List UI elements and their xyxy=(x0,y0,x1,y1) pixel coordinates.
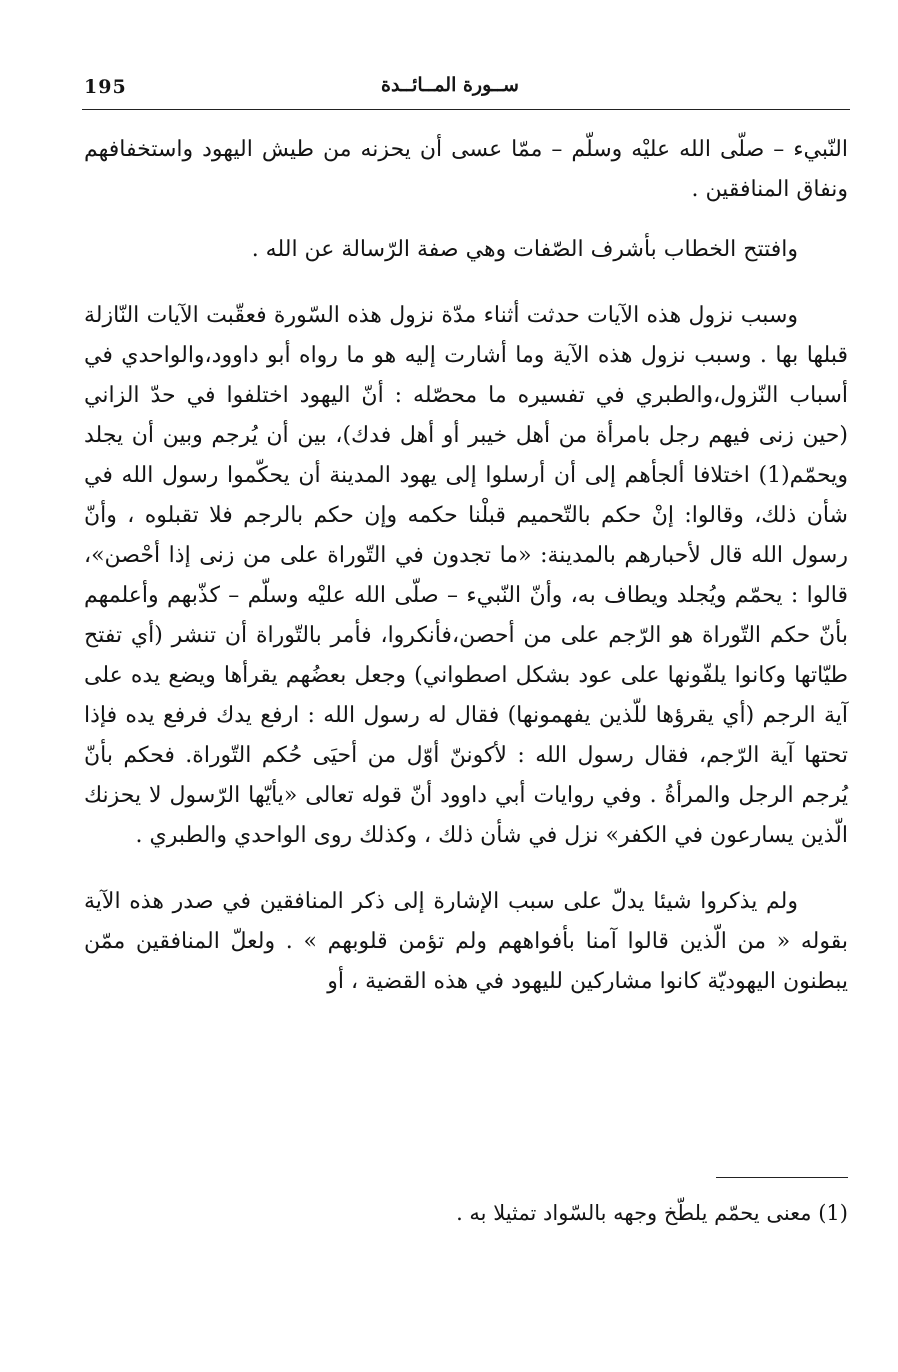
footnote: (1) معنى يحمّم يلطّخ وجهه بالسّواد تمثيلا به . xyxy=(456,1201,848,1225)
running-title: ســورة المــائــدة xyxy=(381,74,519,96)
main-text xyxy=(84,130,848,1002)
page-number: 195 xyxy=(84,76,127,98)
paragraph-3: وسبب نزول هذه الآيات حدثت أثناء مدّة نزول هذه السّورة فعقّبت الآيات النّازلة قبلها بها . وسبب نزول هذه الآية وما أشارت إليه هو ما رواه أبو داوود،والواحدي في أسباب النّزول،والطبري في تفسيره ما محصّله : أنّ اليهود اختلفوا في حدّ الزاني (حين زنى فيهم رجل بامرأة من أهل خيبر أو أهل فدك)، بين أن يُرجم وبين أن يجلد ويحمّم(1) اختلافا ألجأهم إلى أن أرسلوا إلى يهود المدينة أن يحكّموا رسول الله في شأن ذلك، وقالوا: إنْ حكم بالتّحميم قبلْنا حكمه وإن حكم بالرجم فلا تقبلوه ، وأنّ رسول الله قال لأحبارهم بالمدينة: «ما تجدون في التّوراة على من زنى إذا أحْصن»، قالوا : يحمّم ويُجلد ويطاف به، وأنّ النّبيء – صلّى الله عليْه وسلّم – كذّبهم وأعلمهم بأنّ حكم التّوراة هو الرّجم على من أحصن،فأنكروا، فأمر بالتّوراة أن تنشر (أي تفتح طيّاتها وكانوا يلفّونها على عود بشكل اصطواني) وجعل بعضُهم يقرأها ويضع يده على آية الرجم (أي يقرؤها للّذين يفهمونها) فقال له رسول الله : ارفع يدك فرفع يده فإذا تحتها آية الرّجم، فقال رسول الله : لأكوننّ أوّل من أحيَى حُكم التّوراة. فحكم بأنّ يُرجم الرجل والمرأةُ . وفي روايات أبي داوود أنّ قوله تعالى «يأيّها الرّسول لا يحزنك الّذين يسارعون في الكفر» نزل في شأن ذلك ، وكذلك روى الواحدي والطبري . xyxy=(84,303,848,848)
paragraph-1: النّبيء – صلّى الله عليْه وسلّم – ممّا عسى أن يحزنه من طيش اليهود واستخفافهم ونفاق المنافقين . xyxy=(84,137,848,202)
footnote-rule xyxy=(716,1177,848,1178)
header-rule xyxy=(82,109,850,110)
paragraph-2: وافتتح الخطاب بأشرف الصّفات وهي صفة الرّسالة عن الله . xyxy=(251,237,798,262)
paragraph-4: ولم يذكروا شيئا يدلّ على سبب الإشارة إلى ذكر المنافقين في صدر هذه الآية بقوله « من الّذين قالوا آمنا بأفواههم ولم تؤمن قلوبهم » . ولعلّ المنافقين ممّن يبطنون اليهوديّة كانوا مشاركين لليهود في هذه القضية ، أو xyxy=(84,889,848,994)
